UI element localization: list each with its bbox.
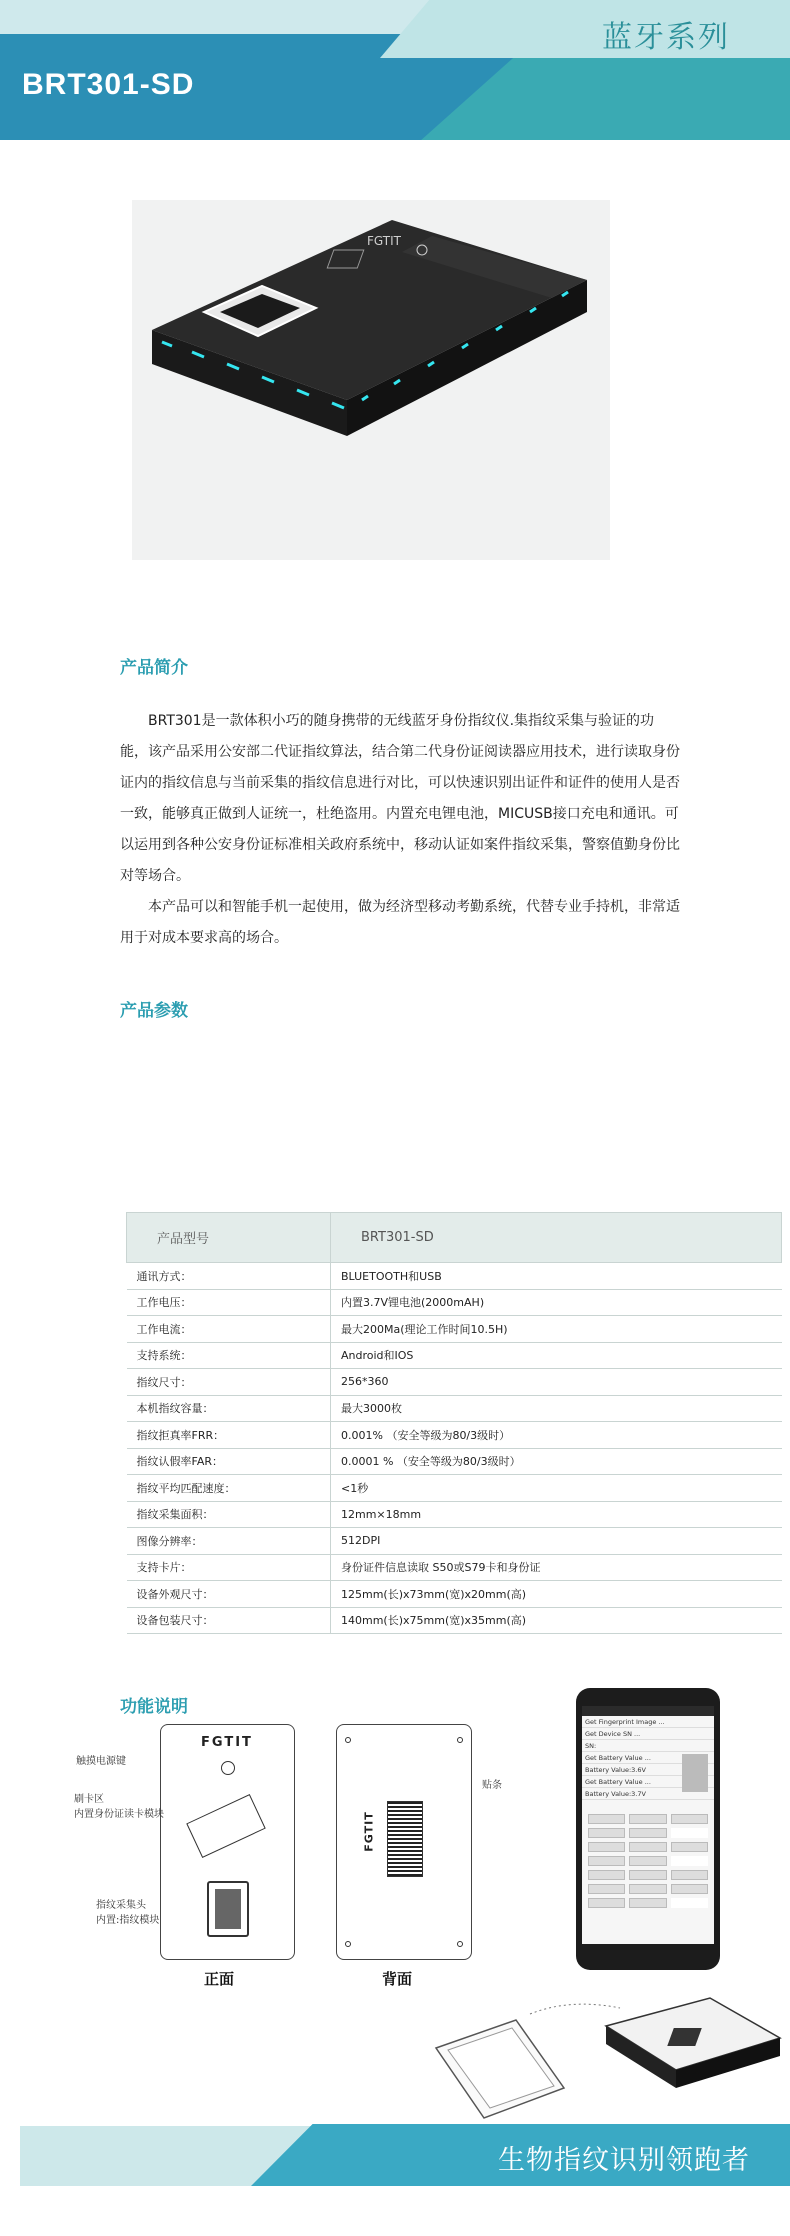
spec-value: Android和IOS	[331, 1342, 782, 1369]
spec-key: 指纹采集面积：	[127, 1501, 331, 1528]
label-card: 刷卡区 内置身份证读卡模块	[74, 1794, 164, 1820]
caption-back: 背面	[382, 1970, 413, 1988]
footer-slogan: 生物指纹识别领跑者	[498, 2145, 750, 2176]
phone-button-grid	[588, 1814, 708, 1940]
front-panel-diagram	[160, 1724, 295, 1960]
spec-key: 支持卡片：	[127, 1554, 331, 1581]
spec-row	[127, 1395, 782, 1422]
spec-table	[126, 1212, 782, 1634]
spec-header-key: 产品型号	[127, 1213, 331, 1263]
footer-banner	[0, 2124, 790, 2236]
spec-key: 指纹认假率FAR：	[127, 1448, 331, 1475]
intro-paragraph-1: BRT301是一款体积小巧的随身携带的无线蓝牙身份指纹仪.集指纹采集与验证的功能，该产品采用公安部二代证指纹算法，结合第二代身份证阅读器应用技术，进行读取身份证内的指纹信息与当前采集的指纹信息进行对比，可以快速识别出证件和证件的使用人是否一致，能够真正做到人证统一，杜绝盗用。内置充电锂电池，MICUSB接口充电和通讯。可以运用到各种公安身份证标准相关政府系统中，移动认证如案件指纹采集，警察值勤身份比对等场合。	[120, 713, 680, 884]
phone-log-row: Get Battery Value ...	[582, 1752, 714, 1764]
spec-key: 设备包装尺寸：	[127, 1607, 331, 1634]
params-title: 产品参数	[120, 1001, 188, 1021]
spec-row	[127, 1448, 782, 1475]
phone-screen	[582, 1706, 714, 1944]
fingerprint-preview	[682, 1754, 708, 1792]
intro-paragraph-2: 本产品可以和智能手机一起使用，做为经济型移动考勤系统，代替专业手持机，非常适用于对成本要求高的场合。	[120, 899, 680, 946]
spec-row	[127, 1581, 782, 1608]
phone-log-row: Get Fingerprint Image ...	[582, 1716, 714, 1728]
spec-row	[127, 1369, 782, 1396]
intro-body	[120, 706, 680, 954]
spec-value: BLUETOOTH和USB	[331, 1263, 782, 1290]
spec-header-row	[127, 1213, 782, 1263]
spec-value: 0.001% （安全等级为80/3级时）	[331, 1422, 782, 1449]
card-icon	[186, 1794, 266, 1858]
spec-row	[127, 1289, 782, 1316]
spec-row	[127, 1263, 782, 1290]
phone-log-row: SN:	[582, 1740, 714, 1752]
spec-value: 内置3.7V锂电池(2000mAH)	[331, 1289, 782, 1316]
pairing-illustration	[430, 1978, 790, 2128]
spec-key: 工作电压：	[127, 1289, 331, 1316]
series-title: 蓝牙系列	[602, 20, 730, 55]
fingerprint-window	[207, 1881, 249, 1937]
intro-title: 产品简介	[120, 658, 188, 678]
label-power: 触摸电源键	[76, 1756, 126, 1767]
spec-row	[127, 1422, 782, 1449]
back-brand: FGTIT	[362, 1811, 376, 1852]
spec-key: 指纹平均匹配速度：	[127, 1475, 331, 1502]
spec-value: 512DPI	[331, 1528, 782, 1555]
spec-key: 图像分辨率：	[127, 1528, 331, 1555]
spec-row	[127, 1342, 782, 1369]
spec-key: 指纹拒真率FRR：	[127, 1422, 331, 1449]
power-icon	[221, 1761, 235, 1775]
spec-value: <1秒	[331, 1475, 782, 1502]
spec-key: 工作电流：	[127, 1316, 331, 1343]
spec-key: 指纹尺寸：	[127, 1369, 331, 1396]
spec-key: 通讯方式：	[127, 1263, 331, 1290]
phone-mockup	[576, 1688, 720, 1970]
spec-key: 本机指纹容量：	[127, 1395, 331, 1422]
caption-front: 正面	[204, 1970, 235, 1988]
product-image	[132, 200, 610, 560]
spec-row	[127, 1528, 782, 1555]
spec-row	[127, 1554, 782, 1581]
barcode-sticker	[387, 1801, 423, 1877]
phone-log-row: Battery Value:3.7V	[582, 1788, 714, 1800]
model-title: BRT301-SD	[22, 68, 195, 101]
spec-value: 0.0001 % （安全等级为80/3级时）	[331, 1448, 782, 1475]
spec-header-value: BRT301-SD	[331, 1213, 782, 1263]
spec-body	[127, 1263, 782, 1634]
phone-log-row: Get Device SN ...	[582, 1728, 714, 1740]
spec-row	[127, 1607, 782, 1634]
features-title: 功能说明	[120, 1697, 188, 1717]
spec-row	[127, 1501, 782, 1528]
spec-key: 支持系统：	[127, 1342, 331, 1369]
spec-key: 设备外观尺寸：	[127, 1581, 331, 1608]
label-sticker: 贴条	[482, 1780, 502, 1791]
spec-value: 最大3000枚	[331, 1395, 782, 1422]
spec-value: 12mm×18mm	[331, 1501, 782, 1528]
back-panel-diagram	[336, 1724, 472, 1960]
spec-row	[127, 1475, 782, 1502]
phone-log-row: Get Battery Value ...	[582, 1776, 714, 1788]
spec-value: 140mm(长)x75mm(宽)x35mm(高)	[331, 1607, 782, 1634]
header-banner	[0, 0, 790, 140]
spec-value: 身份证件信息读取 S50或S79卡和身份证	[331, 1554, 782, 1581]
spec-row	[127, 1316, 782, 1343]
phone-status-bar	[582, 1706, 714, 1716]
spec-value: 最大200Ma(理论工作时间10.5H)	[331, 1316, 782, 1343]
spec-value: 256*360	[331, 1369, 782, 1396]
label-finger: 指纹采集头 内置:指纹模块	[96, 1900, 160, 1926]
device-brand: FGTIT	[367, 234, 401, 248]
device-illustration	[132, 200, 610, 560]
phone-log-row: Battery Value:3.6V	[582, 1764, 714, 1776]
front-brand: FGTIT	[201, 1735, 253, 1750]
spec-value: 125mm(长)x73mm(宽)x20mm(高)	[331, 1581, 782, 1608]
